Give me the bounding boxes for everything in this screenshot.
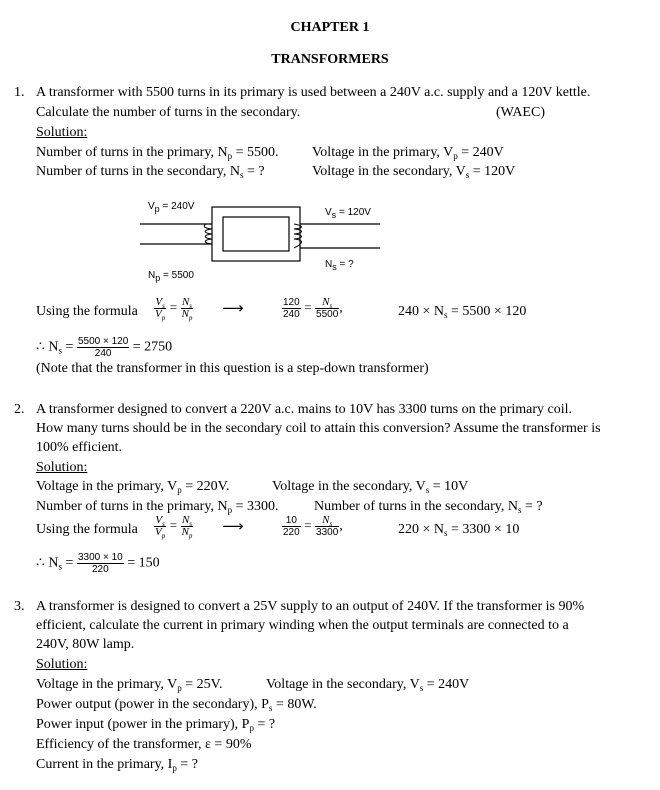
q3-number: 3.	[14, 599, 25, 614]
q1-ns: Number of turns in the secondary, $N_s$ = ?	[36, 164, 265, 180]
q2-solution-label: Solution:	[36, 460, 88, 475]
q1-formula-label: Using the formula	[36, 304, 138, 319]
core-inner	[223, 217, 289, 251]
q1-source: (WAEC)	[496, 105, 545, 120]
q3-vp: Voltage in the primary, $V_p = 25V$.	[36, 677, 223, 693]
diagram-vp-label: $V_p = 240V$	[148, 201, 195, 214]
q1-number: 1.	[14, 85, 25, 100]
q2-text-line2: How many turns should be in the secondary coil to attain this conversion? Assume the transformer is	[36, 421, 601, 436]
diagram-vs-label: $V_s = 120V$	[325, 207, 371, 220]
q1-arrow-icon: ⟶	[222, 299, 244, 317]
q2-formula: $\frac{V_s}{V_p}$ = $\frac{N_s}{N_p}$	[155, 514, 193, 540]
q2-formula-label: Using the formula	[36, 522, 138, 537]
q2-ns: Number of turns in the secondary, $N_s$ = ?	[314, 499, 543, 515]
q2-number: 2.	[14, 402, 25, 417]
q1-vs: Voltage in the secondary, $V_s = 120V$	[312, 164, 516, 180]
q1-vp: Voltage in the primary, $V_p = 240V$	[312, 145, 504, 161]
q2-vp: Voltage in the primary, $V_p = 220V$.	[36, 479, 230, 495]
q2-text-line3: 100% efficient.	[36, 440, 123, 455]
core-outer	[212, 207, 300, 261]
q1-np: Number of turns in the primary, $N_p = 5500$.	[36, 145, 279, 161]
q3-power-input: Power input (power in the primary), $P_p$ = ?	[36, 717, 276, 733]
q3-efficiency: Efficiency of the transformer, ε = 90%	[36, 737, 252, 752]
q1-text-line2: Calculate the number of turns in the secondary.	[36, 105, 301, 120]
page-title: TRANSFORMERS	[271, 52, 389, 67]
q1-formula: $\frac{V_s}{V_p}$ = $\frac{N_s}{N_p}$	[155, 296, 193, 322]
q3-solution-label: Solution:	[36, 657, 88, 672]
diagram-np-label: $N_p = 5500$	[148, 270, 194, 283]
q3-text-line2: efficient, calculate the current in primary winding when the output terminals are connected to a	[36, 618, 569, 633]
q2-np: Number of turns in the primary, $N_p = 3300$.	[36, 499, 279, 515]
q1-note: (Note that the transformer in this question is a step-down transformer)	[36, 361, 429, 376]
q3-text-line3: 240V, 80W lamp.	[36, 637, 135, 652]
q3-text-line1: A transformer is designed to convert a 25V supply to an output of 240V. If the transformer is 90%	[36, 599, 585, 614]
q1-text-line1: A transformer with 5500 turns in its primary is used between a 240V a.c. supply and a 120V kettle.	[36, 85, 591, 100]
q2-substituted: $\frac{10}{220}$ = $\frac{N_s}{3300}$ ,	[283, 514, 343, 538]
q1-cross-multiply: $240 \times N_s = 5500 \times 120$	[398, 304, 527, 320]
q2-text-line1: A transformer designed to convert a 220V a.c. mains to 10V has 3300 turns on the primary coil.	[36, 402, 573, 417]
q1-substituted: $\frac{120}{240}$ = $\frac{N_s}{5500}$ ,	[283, 296, 343, 320]
q3-vs: Voltage in the secondary, $V_s = 240V$	[266, 677, 470, 693]
q1-solution-label: Solution:	[36, 125, 88, 140]
q2-result: ∴ $N_s$ = $\frac{3300 \times 10}{220}$ = 150	[36, 552, 160, 575]
q2-cross-multiply: $220 \times N_s = 3300 \times 10$	[398, 522, 520, 538]
q2-vs: Voltage in the secondary, $V_s = 10V$	[272, 479, 469, 495]
diagram-ns-label: $N_s$ = ?	[325, 259, 354, 272]
q2-arrow-icon: ⟶	[222, 517, 244, 535]
q1-result: ∴ $N_s$ = $\frac{5500 \times 120}{240}$ = 2750	[36, 336, 173, 359]
q3-power-output: Power output (power in the secondary), $P_s = 80W$.	[36, 697, 317, 713]
primary-coil	[204, 224, 212, 244]
q3-current-primary: Current in the primary, $I_p$ = ?	[36, 757, 198, 773]
chapter-heading: CHAPTER 1	[290, 20, 370, 35]
